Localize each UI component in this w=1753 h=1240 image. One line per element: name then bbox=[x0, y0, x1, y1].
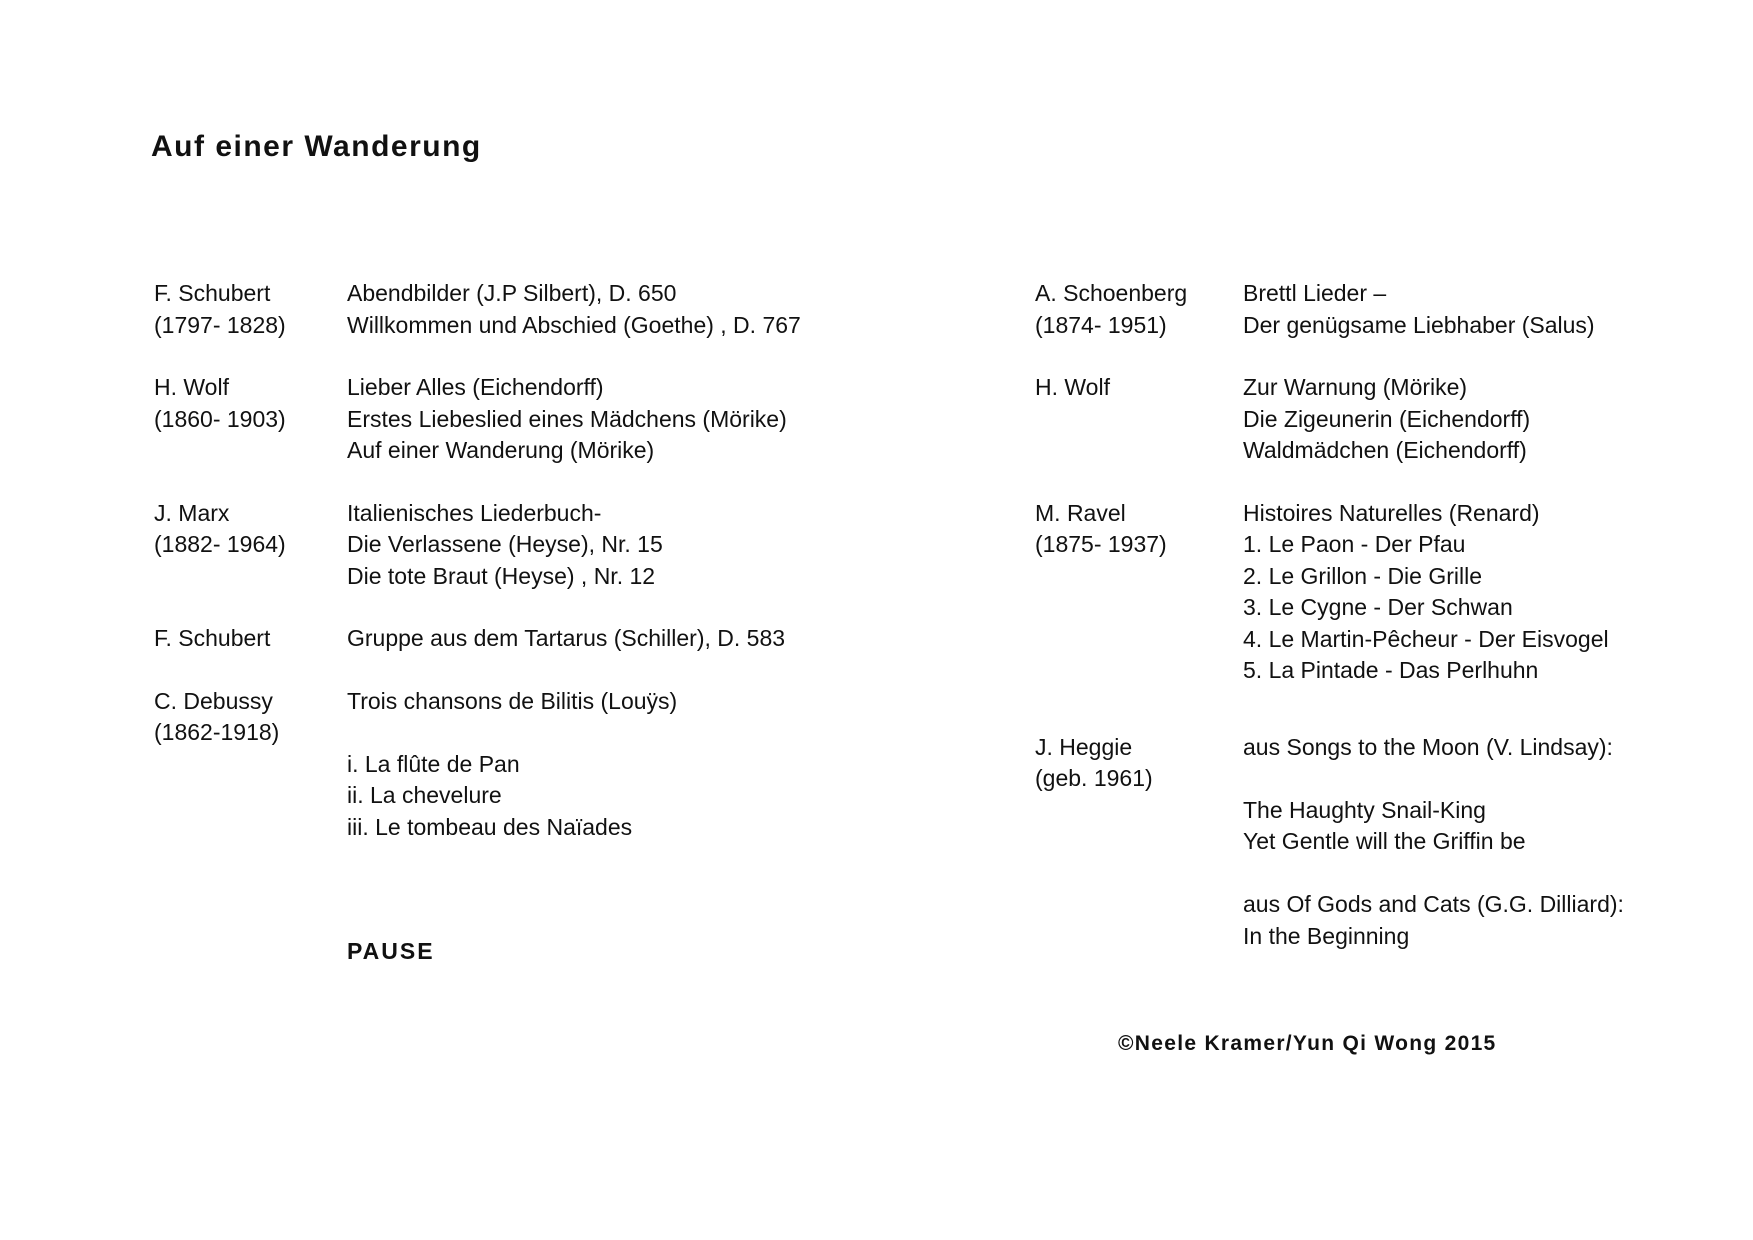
work-title: Histoires Naturelles (Renard) bbox=[1243, 499, 1540, 526]
composer-block bbox=[1035, 498, 1243, 687]
program-entry bbox=[1035, 278, 1735, 341]
works-list bbox=[347, 372, 854, 467]
program-entry bbox=[1035, 498, 1735, 687]
work-title: aus Of Gods and Cats (G.G. Dilliard): bbox=[1243, 891, 1624, 917]
program-entry bbox=[1035, 732, 1735, 953]
composer-block bbox=[1035, 278, 1243, 341]
work-title: Erstes Liebeslied eines Mädchens (Mörike) bbox=[347, 405, 787, 432]
program-right-column bbox=[1035, 278, 1735, 952]
composer-block bbox=[154, 623, 347, 655]
composer-dates: (1860- 1903) bbox=[154, 405, 286, 432]
works-list bbox=[347, 498, 854, 593]
composer-name: F. Schubert bbox=[154, 280, 271, 306]
works-list bbox=[347, 278, 854, 341]
composer-block bbox=[154, 278, 347, 341]
work-title: Die Zigeunerin (Eichendorff) bbox=[1243, 405, 1531, 432]
song-title: 2. Le Grillon - Die Grille bbox=[1243, 562, 1483, 589]
composer-block bbox=[154, 498, 347, 593]
song-title: ii. La chevelure bbox=[347, 782, 502, 808]
composer-name: J. Marx bbox=[154, 499, 230, 526]
song-title: In the Beginning bbox=[1243, 922, 1410, 949]
song-title: The Haughty Snail-King bbox=[1243, 796, 1486, 823]
work-title: aus Songs to the Moon (V. Lindsay): bbox=[1243, 733, 1613, 760]
composer-name: H. Wolf bbox=[154, 374, 229, 400]
works-list bbox=[1243, 278, 1735, 341]
spacer-line bbox=[1243, 858, 1735, 890]
composer-name: F. Schubert bbox=[154, 625, 271, 651]
works-list bbox=[347, 623, 854, 655]
program-entry bbox=[1035, 372, 1735, 467]
work-title: Gruppe aus dem Tartarus (Schiller), D. 583 bbox=[347, 625, 786, 651]
program-entry bbox=[154, 278, 854, 341]
work-title: Brettl Lieder – bbox=[1243, 280, 1387, 306]
composer-name: M. Ravel bbox=[1035, 499, 1126, 526]
work-title: Lieber Alles (Eichendorff) bbox=[347, 374, 604, 400]
song-title: i. La flûte de Pan bbox=[347, 750, 520, 777]
copyright-notice: ©Neele Kramer/Yun Qi Wong 2015 bbox=[1118, 1032, 1497, 1055]
work-title: Willkommen und Abschied (Goethe) , D. 767 bbox=[347, 311, 801, 338]
works-list bbox=[1243, 372, 1735, 467]
work-title: Der genügsame Liebhaber (Salus) bbox=[1243, 311, 1595, 338]
composer-block bbox=[1035, 372, 1243, 467]
work-title: Die Verlassene (Heyse), Nr. 15 bbox=[347, 531, 663, 557]
work-title: Zur Warnung (Mörike) bbox=[1243, 374, 1468, 400]
work-title: Waldmädchen (Eichendorff) bbox=[1243, 437, 1527, 463]
works-list bbox=[347, 686, 854, 844]
composer-name: H. Wolf bbox=[1035, 374, 1110, 400]
work-title: Trois chansons de Bilitis (Louÿs) bbox=[347, 687, 678, 714]
composer-name: C. Debussy bbox=[154, 687, 273, 714]
composer-dates: (1874- 1951) bbox=[1035, 311, 1167, 338]
song-title: Yet Gentle will the Griffin be bbox=[1243, 828, 1526, 854]
work-title: Italienisches Liederbuch- bbox=[347, 499, 602, 526]
song-title: 3. Le Cygne - Der Schwan bbox=[1243, 594, 1513, 620]
program-entry bbox=[154, 498, 854, 593]
composer-dates: (geb. 1961) bbox=[1035, 765, 1153, 791]
spacer-line bbox=[347, 717, 854, 749]
composer-block bbox=[154, 686, 347, 844]
spacer-line bbox=[1243, 763, 1735, 795]
work-title: Abendbilder (J.P Silbert), D. 650 bbox=[347, 280, 677, 306]
song-title: 4. Le Martin-Pêcheur - Der Eisvogel bbox=[1243, 625, 1609, 652]
program-entry bbox=[154, 686, 854, 844]
song-title: 1. Le Paon - Der Pfau bbox=[1243, 531, 1466, 557]
program-entry bbox=[154, 623, 854, 655]
song-title: 5. La Pintade - Das Perlhuhn bbox=[1243, 657, 1539, 683]
works-list bbox=[1243, 498, 1735, 687]
intermission-label: PAUSE bbox=[347, 938, 435, 964]
work-title: Die tote Braut (Heyse) , Nr. 12 bbox=[347, 562, 656, 589]
composer-name: J. Heggie bbox=[1035, 733, 1133, 760]
works-list bbox=[1243, 732, 1735, 953]
composer-dates: (1797- 1828) bbox=[154, 311, 286, 338]
composer-dates: (1882- 1964) bbox=[154, 531, 286, 557]
program-left-column bbox=[154, 278, 854, 843]
composer-dates: (1862-1918) bbox=[154, 719, 280, 745]
composer-block bbox=[1035, 732, 1243, 953]
work-title: Auf einer Wanderung (Mörike) bbox=[347, 437, 655, 463]
page-title: Auf einer Wanderung bbox=[151, 130, 482, 163]
program-entry bbox=[154, 372, 854, 467]
composer-dates: (1875- 1937) bbox=[1035, 531, 1167, 557]
composer-block bbox=[154, 372, 347, 467]
song-title: iii. Le tombeau des Naïades bbox=[347, 813, 633, 840]
composer-name: A. Schoenberg bbox=[1035, 280, 1188, 306]
